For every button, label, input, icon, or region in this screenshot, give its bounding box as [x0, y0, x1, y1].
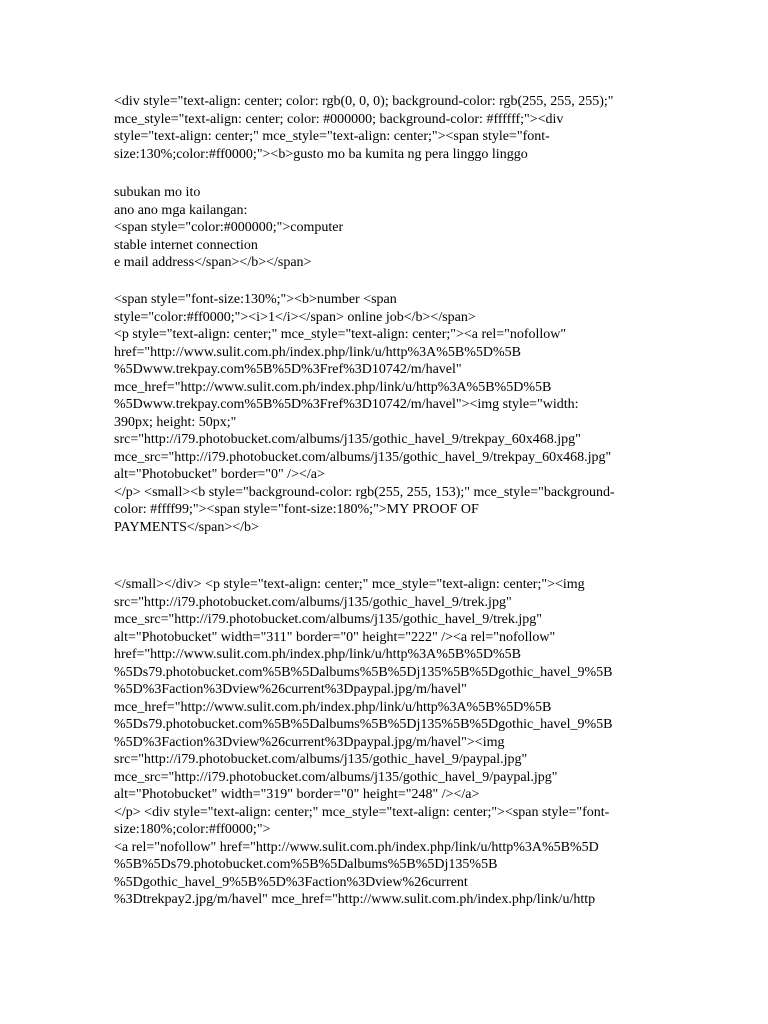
paragraph-2: subukan mo ito ano ano mga kailangan: <span style="color:#000000;">computer stable internet connection e mail address</span></b></span> — [114, 185, 344, 270]
paragraph-3: <span style="font-size:130%;"><b>number <span style="color:#ff0000;"><i>1</i></span> online job</b></span> <p style="text-align: center;" mce_style="text-align: center;"><a rel="nofollow" href="http://www.sulit.com.ph/index.php/link/u/http%3A%5B%5D%5B %5Dwww.trekpay.com%5B%5D%3Fref%3D10742/m/havel" mce_href="http://www.sulit.com.ph/index.php/link/u/http%3A%5B%5D%5B %5Dwww.trekpay.com%5B%5D%3Fref%3D10742/m/havel"><img style="width: 390px; height: 50px;" src="http://i79.photobucket.com/albums/j135/gothic_havel_9/trekpay_60x468.jpg" mce_src="http://i79.photobucket.com/albums/j135/gothic_havel_9/trekpay_60x468.jpg" alt="Photobucket" border="0" /></a> </p> <small><b style="background-color: rgb(255, 255, 153);" mce_style="background- color: #ffff99;"><span style="font-size:180%;">MY PROOF OF PAYMENTS</span></b> — [114, 292, 615, 535]
paragraph-4: </small></div> <p style="text-align: center;" mce_style="text-align: center;"><img src="http://i79.photobucket.com/albums/j135/gothic_havel_9/trek.jpg" mce_src="http://i79.photobucket.com/albums/j135/gothic_havel_9/trek.jpg" alt="Photobucket" width="311" border="0" height="222" /><a rel="nofollow" href="http://www.sulit.com.ph/index.php/link/u/http%3A%5B%5D%5B %5Ds79.photobucket.com%5B%5Dalbums%5B%5Dj135%5B%5Dgothic_havel_9%5B %5D%3Faction%3Dview%26current%3Dpaypal.jpg/m/havel" mce_href="http://www.sulit.com.ph/index.php/link/u/http%3A%5B%5D%5B %5Ds79.photobucket.com%5B%5Dalbums%5B%5Dj135%5B%5Dgothic_havel_9%5B %5D%3Faction%3Dview%26current%3Dpaypal.jpg/m/havel"><img src="http://i79.photobucket.com/albums/j135/gothic_havel_9/paypal.jpg" mce_src="http://i79.photobucket.com/albums/j135/gothic_havel_9/paypal.jpg" alt="Photobucket" width="319" border="0" height="248" /></a> </p> <div style="text-align: center;" mce_style="text-align: center;"><span style="font- size:180%;color:#ff0000;"> <a rel="nofollow" href="http://www.sulit.com.ph/index.php/link/u/http%3A%5B%5D %5B%5Ds79.photobucket.com%5B%5Dalbums%5B%5Dj135%5B %5Dgothic_havel_9%5B%5D%3Faction%3Dview%26current %3Dtrekpay2.jpg/m/havel" mce_href="http://www.sulit.com.ph/index.php/link/u/http — [114, 577, 613, 907]
paragraph-1: <div style="text-align: center; color: rgb(0, 0, 0); background-color: rgb(255, 255, 255);" mce_style="text-align: center; color: #000000; background-color: #ffffff;"><div style="text-align: center;" mce_style="text-align: center;"><span style="font- size:130%;color:#ff0000;"><b>gusto mo ba kumita ng pera linggo linggo — [114, 94, 614, 162]
